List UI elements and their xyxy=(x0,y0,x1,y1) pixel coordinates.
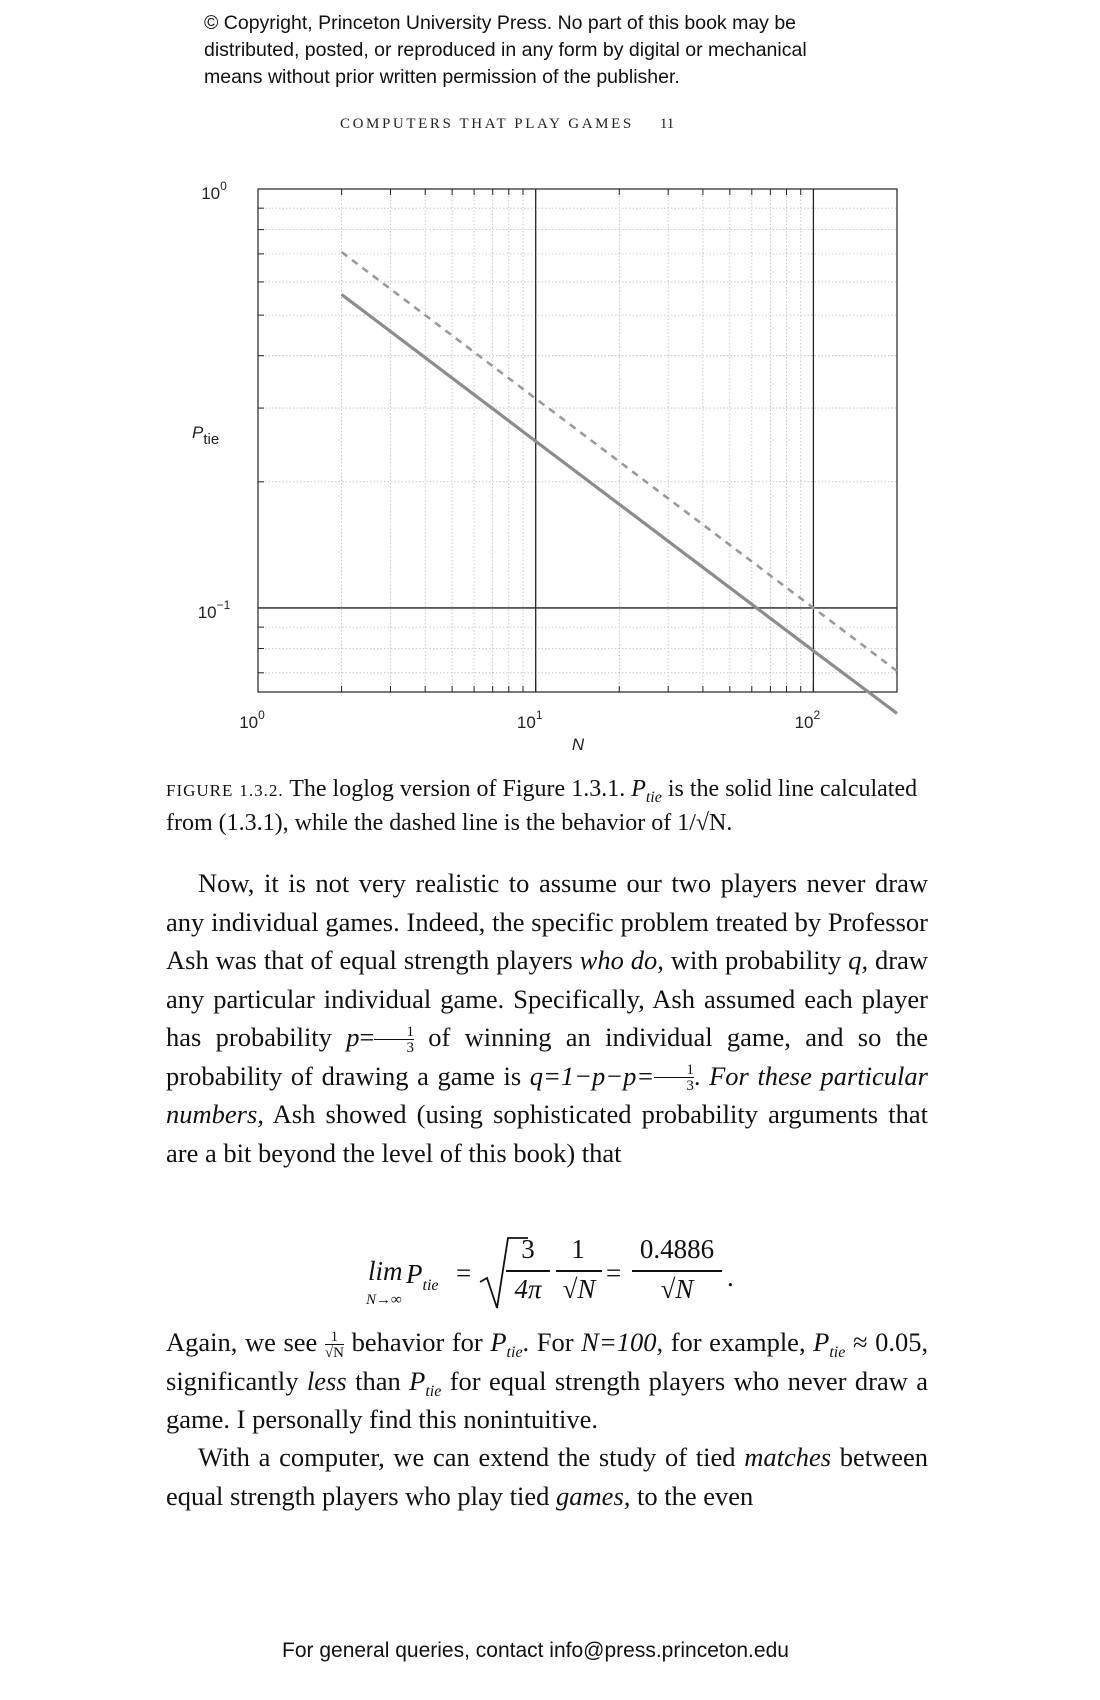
fraction-bar xyxy=(556,1270,602,1272)
figure-caption xyxy=(166,773,946,840)
eq-den1: 4π xyxy=(514,1274,542,1304)
text-run: with probability xyxy=(670,945,842,975)
eq-lim: lim xyxy=(368,1256,403,1286)
y-tick-label: $10^{-1}$ xyxy=(197,597,231,622)
display-equation xyxy=(360,1232,740,1328)
major-grid xyxy=(258,189,897,692)
math-sub: tie xyxy=(425,1382,442,1400)
caption-p-symbol: P xyxy=(631,776,646,802)
x-tick-label: $10^1$ xyxy=(516,708,543,732)
inline-fraction xyxy=(654,1063,694,1093)
text-run: . For xyxy=(522,1327,574,1357)
text-run: to the even xyxy=(637,1480,754,1511)
x-axis-label: N xyxy=(571,735,585,754)
copyright-notice xyxy=(204,10,924,91)
fraction-num: 1 xyxy=(330,1328,339,1345)
eq-p-tie xyxy=(406,1259,439,1295)
emphasis: matches xyxy=(744,1442,832,1472)
axis-ticks xyxy=(258,189,897,692)
fraction-num: 1 xyxy=(406,1023,414,1040)
caption-text-after: is the solid line calculated from (1.3.1), while the dashed line is the behavior of xyxy=(166,776,918,836)
copyright-line: © Copyright, Princeton University Press. No part of this book may be xyxy=(204,12,797,34)
text-run: for equal strength players who never draw a game. I personally find this nonintuitive. xyxy=(166,1365,929,1434)
paragraph-3 xyxy=(166,1438,928,1515)
inline-fraction xyxy=(325,1330,344,1360)
y-tick-label-exp: −1 xyxy=(216,597,231,612)
math-expr: q=1−p−p= xyxy=(529,1060,655,1091)
text-run: draw any particular individual game. Specifically, Ash assumed each player has probability xyxy=(166,945,929,1052)
text-run: for example, xyxy=(670,1327,806,1357)
text-run: With a computer, we can extend the study of tied xyxy=(198,1442,736,1472)
eq-p-sub: tie xyxy=(422,1277,439,1294)
plot-frame xyxy=(258,189,897,692)
fraction-num: 1 xyxy=(686,1062,694,1079)
y-tick-label-exp: 0 xyxy=(220,179,227,193)
text-run: Again, we see xyxy=(166,1327,318,1357)
text-run: of winning an individual game, and so the probability of drawing a game is xyxy=(166,1022,929,1091)
emphasis: For these particular numbers, xyxy=(166,1060,928,1129)
caption-formula: 1/√N. xyxy=(677,810,733,836)
running-head xyxy=(340,116,674,133)
eq-result-num: 0.4886 xyxy=(639,1234,715,1264)
loglog-chart xyxy=(0,160,1100,760)
y-axis-label-sub: tie xyxy=(203,431,220,448)
inline-fraction xyxy=(374,1025,414,1055)
math-expr: N=100, xyxy=(581,1327,664,1357)
text-run: Ash showed (using sophisticated probability arguments that are a bit beyond the level of this book) that xyxy=(166,1099,928,1168)
text-run: between equal strength players who play tied xyxy=(166,1442,929,1511)
y-axis-label xyxy=(192,423,219,448)
eq-equals: = xyxy=(606,1258,622,1288)
math-op: = xyxy=(359,1022,375,1052)
x-tick-label: $10^2$ xyxy=(794,708,821,732)
math-var: q, xyxy=(848,945,869,975)
x-tick-label-exp: 2 xyxy=(813,708,821,722)
caption-p-sub: tie xyxy=(645,789,662,806)
caption-text-before: The loglog version of Figure 1.3.1. xyxy=(289,776,626,802)
y-axis-label-base: P xyxy=(192,423,204,442)
eq-equals: = xyxy=(456,1258,472,1288)
math-sub: tie xyxy=(829,1344,846,1361)
fraction-bar xyxy=(632,1270,722,1272)
x-tick-label-exp: 0 xyxy=(258,708,265,722)
minor-grid xyxy=(258,189,897,692)
eq-den2: √N xyxy=(562,1274,596,1304)
text-run: behavior for xyxy=(351,1327,483,1357)
text-run: than xyxy=(355,1365,401,1396)
emphasis: less xyxy=(306,1365,347,1396)
eq-lim-sub: N→∞ xyxy=(366,1292,402,1308)
text-run: Now, it is not very realistic to assume our two players never draw any individual games. Indeed, the specific problem treated by Professor Ash was that of equal strength players xyxy=(166,868,928,975)
math-var: P xyxy=(813,1327,830,1357)
eq-num2: 1 xyxy=(571,1234,585,1264)
y-tick-label: $10^0$ xyxy=(201,179,227,203)
eq-period: . xyxy=(727,1262,734,1292)
eq-num1: 3 xyxy=(521,1234,535,1264)
copyright-line: means without prior written permission of the publisher. xyxy=(204,66,680,88)
emphasis: games, xyxy=(556,1480,631,1511)
math-var: P xyxy=(409,1365,426,1396)
math-sub: tie xyxy=(506,1344,523,1361)
fraction-den: 3 xyxy=(374,1039,414,1055)
fraction-den: 3 xyxy=(654,1077,694,1093)
figure-label: FIGURE xyxy=(166,781,234,800)
x-tick-label: $10^0$ xyxy=(239,708,265,732)
math-var: p xyxy=(346,1022,360,1052)
eq-p: P xyxy=(406,1259,423,1289)
page-number: 11 xyxy=(659,116,675,132)
fraction-den: √N xyxy=(324,1344,344,1361)
eq-result-den: √N xyxy=(660,1274,694,1304)
emphasis: who do, xyxy=(579,945,664,975)
copyright-line: distributed, posted, or reproduced in any form by digital or mechanical xyxy=(204,39,807,61)
paragraph-2 xyxy=(166,1323,928,1439)
x-tick-label-exp: 1 xyxy=(535,708,543,722)
paragraph-1: Now, it is not very realistic to assume our two players never draw any individual games. Indeed, the specific problem treated by Professor Ash was that of equal strength players who do, with probability q, draw any particular individual game. Specifically, Ash assumed each player has probability p= $\frac{1}{3}$ of winning an individual game, and so the probability of drawing a game is q=1−p−p= $\frac{1}{3}$ . For these particular numbers, Ash showed (using sophisticated probability arguments that are a bit beyond the level of this book) that xyxy=(166,868,929,1168)
text-run: ≈ 0.05, significantly xyxy=(166,1327,929,1396)
math-var: P xyxy=(490,1327,507,1357)
fraction-bar xyxy=(506,1270,550,1272)
running-head-title: COMPUTERS THAT PLAY GAMES xyxy=(340,116,634,132)
figure-number: 1.3.2. xyxy=(239,781,284,800)
footer-contact: For general queries, contact info@press.princeton.edu xyxy=(282,1639,789,1662)
